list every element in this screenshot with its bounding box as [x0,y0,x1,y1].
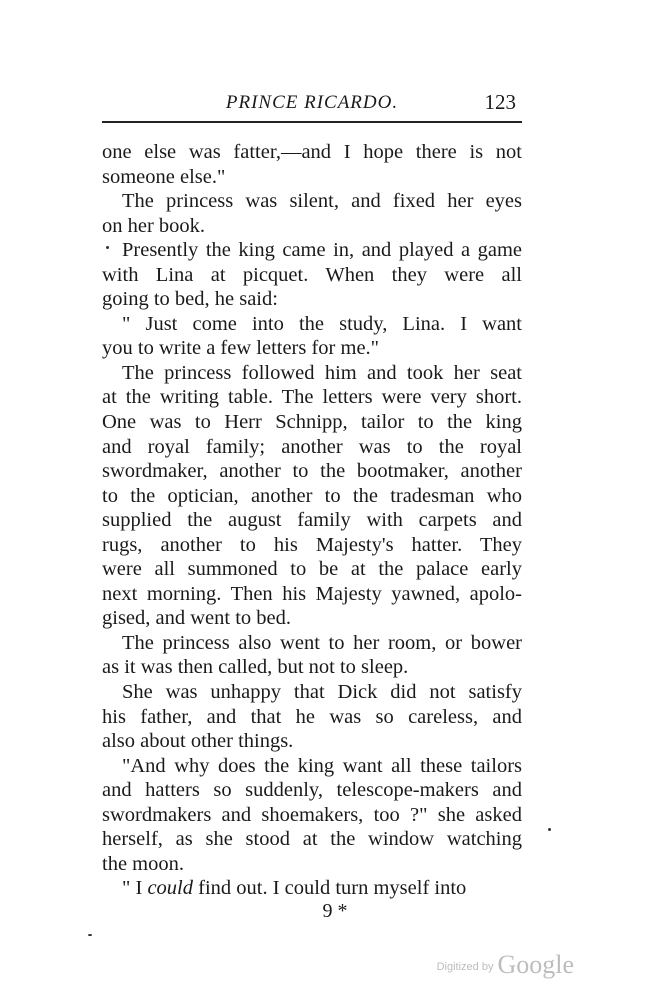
text-line: going to bed, he said: [102,288,278,311]
google-logo: Google [497,950,574,979]
text-line: gised, and went to bed. [102,607,292,630]
text-line: swordmaker, another to the bootmaker, another [102,460,522,483]
text-line: you to write a few letters for me." [102,337,380,360]
text-line: One was to Herr Schnipp, tailor to the king [102,411,522,434]
text-line: The princess also went to her room, or bower [122,631,522,654]
text-line: someone else." [102,165,226,188]
digitized-watermark [437,950,574,980]
running-head-title: PRINCE RICARDO. [225,92,399,113]
ink-speck [548,828,551,831]
text-line: to the optician, another to the tradesman who [102,484,522,507]
text-line: and royal family; another was to the royal [102,435,522,458]
text-line: She was unhappy that Dick did not satisfy [122,681,522,704]
signature-mark: 9 * [322,900,348,922]
text-line: the moon. [102,852,184,875]
text-line: one else was fatter,—and I hope there is not [102,141,522,163]
text-line: " Just come into the study, Lina. I want [122,312,522,335]
body-text [102,140,522,901]
text-line: next morning. Then his Majesty yawned, apolo- [102,582,522,605]
text-line: "And why does the king want all these tailors [122,754,522,777]
text-line: with Lina at picquet. When they were all [102,263,522,286]
page-number: 123 [484,90,516,114]
header-rule [102,121,522,123]
watermark-small-text: Digitized by [436,961,494,973]
text-line: " I could find out. I could turn myself into [122,877,467,900]
text-line: Presently the king came in, and played a game [122,239,522,262]
text-line: supplied the august family with carpets and [102,509,522,532]
ink-speck [88,934,92,936]
ink-speck [106,246,109,249]
text-line: at the writing table. The letters were very short. [102,386,522,409]
text-line: The princess followed him and took her seat [122,361,522,384]
text-line: rugs, another to his Majesty's hatter. They [102,533,522,556]
text-line: The princess was silent, and fixed her eyes [122,190,522,213]
text-line: also about other things. [102,730,294,753]
text-line: and hatters so suddenly, telescope-makers and [102,779,522,802]
text-line: on her book. [102,214,206,237]
text-line: as it was then called, but not to sleep. [102,656,409,679]
text-line: swordmakers and shoemakers, too ?" she asked [102,803,522,826]
text-line: were all summoned to be at the palace early [102,558,522,581]
running-head [102,84,522,112]
text-line: herself, as she stood at the window watching [102,828,522,851]
text-line: his father, and that he was so careless, and [102,705,522,728]
